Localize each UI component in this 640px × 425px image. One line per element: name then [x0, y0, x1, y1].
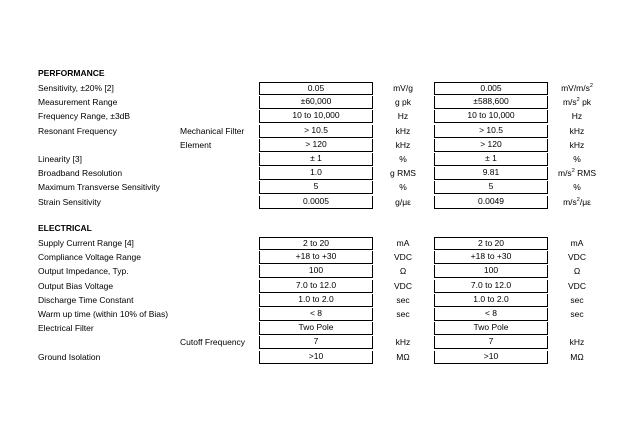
- spec-row: [0, 82, 640, 95]
- spec-row: [0, 181, 640, 194]
- unit-secondary: %: [573, 154, 581, 164]
- spec-label: Output Bias Voltage: [38, 280, 114, 291]
- spec-row: [0, 196, 640, 209]
- spec-label: Compliance Voltage Range: [38, 252, 142, 263]
- unit-primary: %: [399, 182, 407, 193]
- spec-label: Resonant Frequency: [38, 125, 117, 136]
- value-cell-secondary: 0.0049: [434, 196, 548, 209]
- spec-row: [0, 294, 640, 307]
- value-cell-primary: Two Pole: [259, 322, 373, 335]
- unit-primary: mA: [396, 238, 410, 248]
- value-cell-secondary: ±588,600: [434, 96, 548, 109]
- unit-primary: %: [399, 154, 407, 164]
- value-cell-primary: < 8: [259, 308, 373, 321]
- unit-primary: g RMS: [390, 168, 416, 179]
- unit-secondary: $m/s^2$ RMS: [557, 168, 596, 179]
- unit-secondary: VDC: [568, 280, 586, 291]
- value-cell-secondary: 7: [434, 336, 548, 349]
- value-cell-secondary: < 8: [434, 308, 548, 321]
- spec-label: Maximum Transverse Sensitivity: [38, 182, 160, 193]
- spec-label: Warm up time (within 10% of Bias): [38, 309, 169, 319]
- value-cell-primary: 10 to 10,000: [259, 110, 373, 123]
- spec-label: Measurement Range: [38, 97, 118, 108]
- unit-secondary: VDC: [568, 252, 586, 263]
- unit-primary: kHz: [395, 139, 411, 150]
- unit-secondary: $mV/m/s^2$: [561, 83, 593, 93]
- value-cell-primary: ±60,000: [259, 96, 373, 109]
- spec-label: Electrical Filter: [38, 323, 94, 334]
- spec-row: [0, 153, 640, 166]
- spec-label: Ground Isolation: [38, 351, 101, 362]
- section-heading: ELECTRICAL: [38, 223, 92, 233]
- value-cell-secondary: +18 to +30: [434, 251, 548, 264]
- spec-row: [0, 237, 640, 250]
- unit-secondary: mA: [570, 238, 584, 248]
- spec-row: [0, 280, 640, 293]
- unit-primary: kHz: [395, 125, 411, 136]
- unit-secondary: %: [573, 182, 581, 193]
- spec-label: Supply Current Range [4]: [38, 238, 134, 248]
- unit-secondary: MΩ: [570, 351, 584, 362]
- spec-row: [0, 139, 640, 152]
- value-cell-secondary: 1.0 to 2.0: [434, 294, 548, 307]
- unit-primary: VDC: [394, 280, 412, 291]
- value-cell-primary: > 10.5: [259, 125, 373, 138]
- unit-secondary: Hz: [571, 111, 583, 122]
- spec-row: [0, 322, 640, 335]
- value-cell-primary: 7.0 to 12.0: [259, 280, 373, 293]
- value-cell-primary: 2 to 20: [259, 237, 373, 250]
- value-cell-primary: 1.0 to 2.0: [259, 294, 373, 307]
- unit-secondary: sec: [570, 309, 584, 319]
- unit-primary: g pk: [394, 97, 412, 108]
- value-cell-secondary: 7.0 to 12.0: [434, 280, 548, 293]
- unit-primary: kHz: [395, 337, 411, 348]
- unit-secondary: kHz: [569, 337, 585, 348]
- unit-primary: g/με: [395, 196, 411, 207]
- unit-secondary: $m/s^2$ pk: [562, 97, 592, 108]
- value-cell-primary: +18 to +30: [259, 251, 373, 264]
- spec-row: [0, 110, 640, 123]
- value-cell-primary: > 120: [259, 139, 373, 152]
- spec-label: Output Impedance, Typ.: [38, 266, 129, 277]
- unit-secondary: Ω: [573, 266, 581, 277]
- value-cell-secondary: 10 to 10,000: [434, 110, 548, 123]
- spec-row: [0, 251, 640, 264]
- unit-primary: sec: [396, 309, 410, 319]
- spec-row: [0, 336, 640, 349]
- value-cell-secondary: 5: [434, 181, 548, 194]
- value-cell-secondary: >10: [434, 351, 548, 364]
- spec-row: [0, 167, 640, 180]
- unit-primary: mV/g: [393, 83, 413, 93]
- value-cell-primary: ± 1: [259, 153, 373, 166]
- spec-label: Strain Sensitivity: [38, 196, 101, 207]
- spec-label: Discharge Time Constant: [38, 294, 134, 305]
- unit-secondary: sec: [570, 294, 584, 305]
- unit-primary: sec: [396, 294, 410, 305]
- spec-sublabel: Cutoff Frequency: [180, 337, 246, 348]
- spec-sublabel: Element: [180, 139, 212, 150]
- spec-row: [0, 265, 640, 278]
- value-cell-secondary: 9.81: [434, 167, 548, 180]
- unit-primary: Hz: [397, 111, 409, 122]
- value-cell-secondary: 2 to 20: [434, 237, 548, 250]
- unit-secondary: $m/s^2/\mu\varepsilon$: [563, 196, 591, 207]
- unit-primary: Ω: [399, 266, 407, 277]
- spec-row: [0, 125, 640, 138]
- spec-row: [0, 351, 640, 364]
- spec-label: Broadband Resolution: [38, 168, 123, 179]
- spec-sublabel: Mechanical Filter: [180, 125, 245, 136]
- value-cell-primary: 0.05: [259, 82, 373, 95]
- value-cell-secondary: > 120: [434, 139, 548, 152]
- spec-row: [0, 308, 640, 321]
- value-cell-primary: 7: [259, 336, 373, 349]
- value-cell-secondary: 0.005: [434, 82, 548, 95]
- spec-label: Sensitivity, ±20% [2]: [38, 83, 114, 93]
- value-cell-primary: 100: [259, 265, 373, 278]
- spec-label: Linearity [3]: [38, 154, 82, 164]
- unit-primary: MΩ: [396, 351, 410, 362]
- value-cell-primary: 0.0005: [259, 196, 373, 209]
- unit-secondary: kHz: [569, 125, 585, 136]
- value-cell-secondary: Two Pole: [434, 322, 548, 335]
- spec-label: Frequency Range, ±3dB: [38, 111, 131, 122]
- value-cell-primary: >10: [259, 351, 373, 364]
- unit-secondary: kHz: [569, 139, 585, 150]
- unit-primary: VDC: [394, 252, 412, 263]
- section-heading: PERFORMANCE: [38, 68, 105, 78]
- value-cell-secondary: 100: [434, 265, 548, 278]
- value-cell-secondary: > 10.5: [434, 125, 548, 138]
- value-cell-primary: 1.0: [259, 167, 373, 180]
- value-cell-primary: 5: [259, 181, 373, 194]
- spec-row: [0, 96, 640, 109]
- value-cell-secondary: ± 1: [434, 153, 548, 166]
